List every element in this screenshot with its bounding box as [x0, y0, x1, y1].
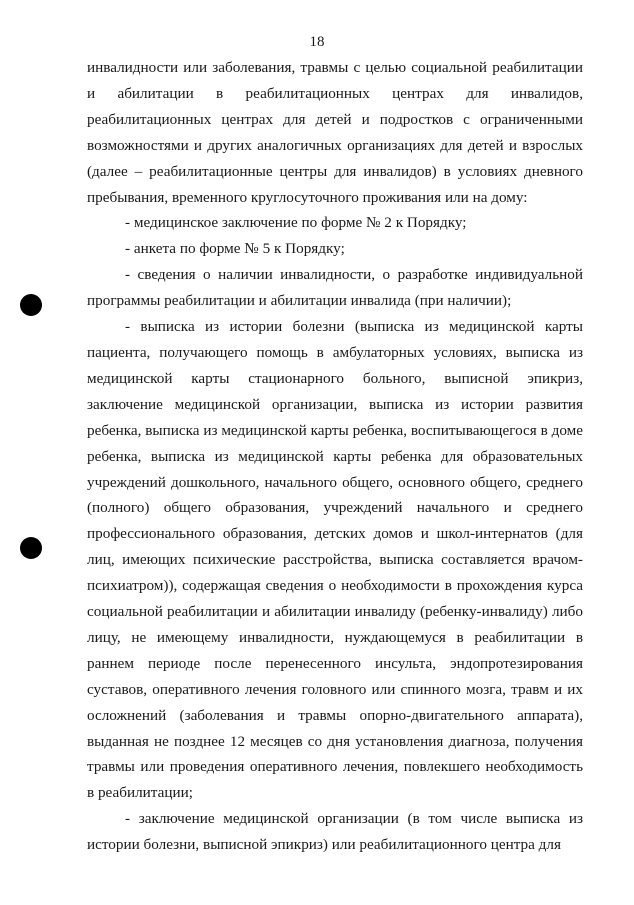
list-item-questionnaire: - анкета по форме № 5 к Порядку; — [125, 240, 345, 258]
paragraph-continuation: инвалидности или заболевания, травмы с целью социальной реабилитации и абилитации в реабилитационных центрах для инвалидов, реабилитационных центрах для детей и подростков с ограниченными возможностями и других аналогичных организациях для детей и взрослых (далее – реабилитационные центры для инвалидов) в условиях дневного пребывания, временного круглосуточного проживания или на дому: — [87, 59, 583, 206]
document-body — [87, 55, 583, 858]
punch-hole-mark — [20, 537, 42, 559]
list-item-medical-conclusion: - медицинское заключение по форме № 2 к Порядку; — [125, 214, 467, 232]
list-item-medical-organization-conclusion: - заключение медицинской организации (в том числе выписка из истории болезни, выписной эпикриз) или реабилитационного центра для — [87, 810, 583, 854]
page-number: 18 — [309, 34, 325, 50]
punch-hole-mark — [20, 294, 42, 316]
list-item-medical-history-extract: - выписка из истории болезни (выписка из медицинской карты пациента, получающего помощь в амбулаторных условиях, выписка из медицинской карты стационарного больного, выписной эпикриз, заключение медицинской организации, выписка из истории развития ребенка, выписка из медицинской карты ребенка, воспитывающегося в доме ребенка, выписка из медицинской карты ребенка для образовательных учреждений дошкольного, начального общего, основного общего, среднего (полного) общего образования, учреждений начального и среднего профессионального образования, детских домов и школ-интернатов (для лиц, имеющих психические расстройства, выписка составляется врачом-психиатром)), содержащая сведения о необходимости в прохождения курса социальной реабилитации и абилитации инвалиду (ребенку-инвалиду) либо лицу, не имеющему инвалидности, нуждающемуся в реабилитации в раннем периоде после перенесенного инсульта, эндопротезирования суставов, оперативного лечения головного или спинного мозга, травм и их осложнений (заболевания и травмы опорно-двигательного аппарата), выданная не позднее 12 месяцев со дня установления диагноза, получения травмы или проведения оперативного лечения, повлекшего необходимость в реабилитации; — [87, 318, 583, 802]
list-item-disability-info: - сведения о наличии инвалидности, о разработке индивидуальной программы реабилитации и абилитации инвалида (при наличии); — [87, 266, 583, 310]
